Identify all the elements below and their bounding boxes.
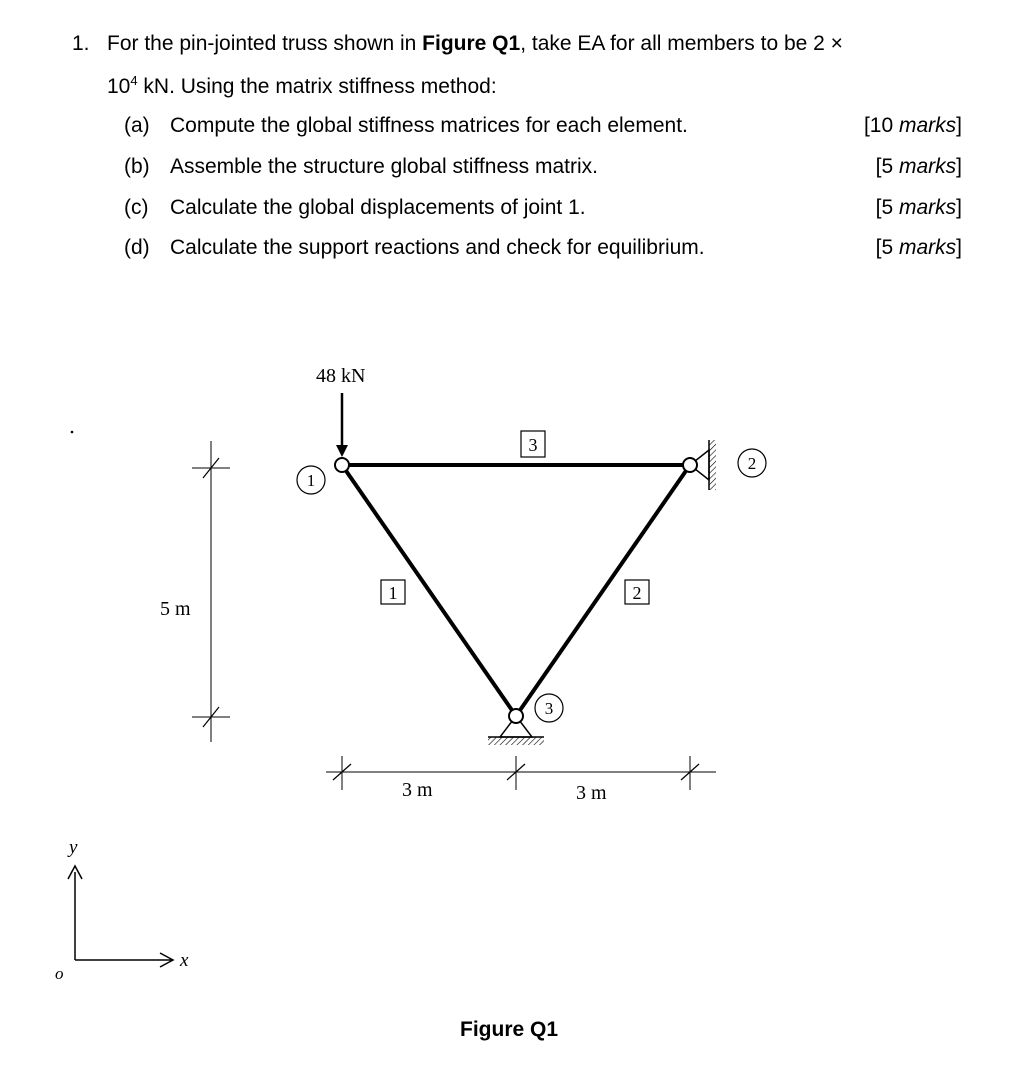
marks-a: [10 marks] [863,114,962,137]
part-letter: (c) [124,196,149,219]
pin-joint-1 [335,458,349,472]
svg-text:2: 2 [747,454,757,473]
member-1 [342,465,516,716]
svg-text:2: 2 [632,583,642,603]
node-label-2 [738,449,766,477]
ea-base: 10 [107,75,131,98]
axis-y-label: y [69,837,78,858]
member-label-2 [625,580,649,604]
stray-dot [71,431,74,434]
part-text: Assemble the structure global stiffness matrix. [170,155,598,178]
question-text-post: , take EA for all members to be 2 × [520,32,843,55]
svg-text:3: 3 [544,699,554,718]
svg-text:1: 1 [306,471,316,490]
ea-exponent: 4 [130,73,138,88]
span-left-label: 3 m [402,779,433,801]
figure-reference: Figure Q1 [422,32,521,55]
pin-joint-2 [683,458,697,472]
part-text: Calculate the support reactions and check for equilibrium. [170,236,705,259]
part-letter: (d) [124,236,150,259]
load-label: 48 kN [316,365,366,387]
question-text-line2: kN. Using the matrix stiffness method: [137,75,497,98]
span-right-label: 3 m [576,782,607,804]
svg-text:1: 1 [388,583,398,603]
axes-icon [68,866,173,967]
question-text-pre: For the pin-jointed truss shown in [107,32,423,55]
figure-caption: Figure Q1 [460,1018,559,1041]
node-label-1 [297,466,325,494]
span-dimension [326,756,716,790]
load-arrow [336,393,348,457]
pin-joint-3 [509,709,523,723]
marks-c: [5 marks] [875,196,962,219]
part-text: Compute the global stiffness matrices for each element. [170,114,688,137]
part-letter: (b) [124,155,150,178]
question-number: 1. [72,32,90,55]
height-label: 5 m [160,598,191,620]
member-label-1 [381,580,405,604]
part-letter: (a) [124,114,150,137]
member-label-3 [521,431,545,457]
marks-d: [5 marks] [875,236,962,259]
axis-x-label: x [180,950,189,971]
svg-text:3: 3 [528,435,538,455]
origin-label: o [55,964,64,983]
part-text: Calculate the global displacements of joint 1. [170,196,586,219]
height-dimension [192,441,230,742]
node-label-3 [535,694,563,722]
marks-b: [5 marks] [875,155,962,178]
member-2 [516,465,690,716]
